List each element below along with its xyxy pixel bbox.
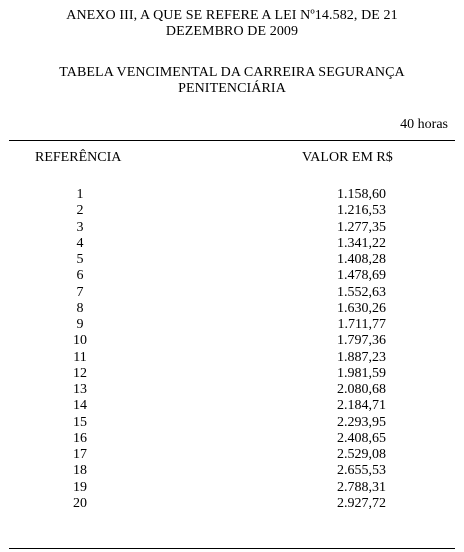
reference-cell: 13 [73,382,87,397]
reference-cell: 12 [73,365,87,381]
table-row [0,301,464,317]
reference-cell: 3 [76,219,84,235]
reference-cell: 14 [73,398,87,414]
reference-cell: 8 [76,300,84,316]
table-row [0,268,464,284]
value-cell: 1.630,26 [337,300,386,316]
table-row [0,480,464,496]
table-body [0,187,464,512]
value-cell: 1.981,59 [337,365,386,381]
table-row [0,236,464,252]
value-cell: 1.552,63 [337,284,386,300]
value-cell: 1.478,69 [337,268,386,284]
table-title-line2: PENITENCIÁRIA [178,81,286,96]
value-cell: 1.216,53 [337,203,386,219]
table-row [0,431,464,447]
table-title-line1: TABELA VENCIMENTAL DA CARREIRA SEGURANÇA [59,65,405,80]
value-cell: 2.655,53 [337,463,386,479]
value-cell: 2.408,65 [337,430,386,446]
reference-cell: 5 [76,252,84,267]
reference-cell: 16 [73,430,87,446]
reference-cell: 4 [76,235,84,251]
table-row [0,317,464,333]
value-cell: 2.788,31 [337,479,386,495]
reference-cell: 7 [76,284,84,300]
reference-cell: 18 [73,463,87,479]
annex-title-line1: ANEXO III, A QUE SE REFERE A LEI Nº14.582, DE 21 [66,8,398,23]
reference-cell: 6 [76,268,84,284]
table-title [0,65,464,97]
table-row [0,447,464,463]
column-header-value: VALOR EM R$ [302,150,393,165]
value-cell: 2.927,72 [337,495,386,511]
reference-cell: 10 [73,333,87,349]
value-cell: 1.408,28 [337,252,386,267]
table-row [0,187,464,203]
table-row [0,333,464,349]
table-row [0,398,464,414]
value-cell: 1.341,22 [337,235,386,251]
annex-title [0,8,464,40]
table-row [0,496,464,512]
value-cell: 2.080,68 [337,382,386,397]
hours-label: 40 horas [400,117,448,132]
value-cell: 1.797,36 [337,333,386,349]
table-row [0,463,464,479]
reference-cell: 11 [73,349,87,365]
table-row [0,285,464,301]
reference-cell: 1 [76,187,84,202]
table-row [0,220,464,236]
table-top-rule [9,140,455,141]
table-row [0,415,464,431]
value-cell: 2.529,08 [337,447,386,462]
value-cell: 2.293,95 [337,414,386,430]
value-cell: 1.158,60 [337,187,386,202]
reference-cell: 2 [76,203,84,219]
value-cell: 2.184,71 [337,398,386,414]
value-cell: 1.711,77 [337,317,386,332]
table-bottom-rule [9,548,455,549]
reference-cell: 19 [73,479,87,495]
column-header-reference: REFERÊNCIA [35,150,122,165]
reference-cell: 17 [73,447,87,462]
table-row [0,366,464,382]
table-row [0,382,464,398]
table-row [0,203,464,219]
reference-cell: 20 [73,495,87,511]
table-row [0,252,464,268]
value-cell: 1.277,35 [337,219,386,235]
annex-title-line2: DEZEMBRO DE 2009 [165,24,299,39]
value-cell: 1.887,23 [337,349,386,365]
table-row [0,350,464,366]
reference-cell: 9 [76,317,84,332]
reference-cell: 15 [73,414,87,430]
